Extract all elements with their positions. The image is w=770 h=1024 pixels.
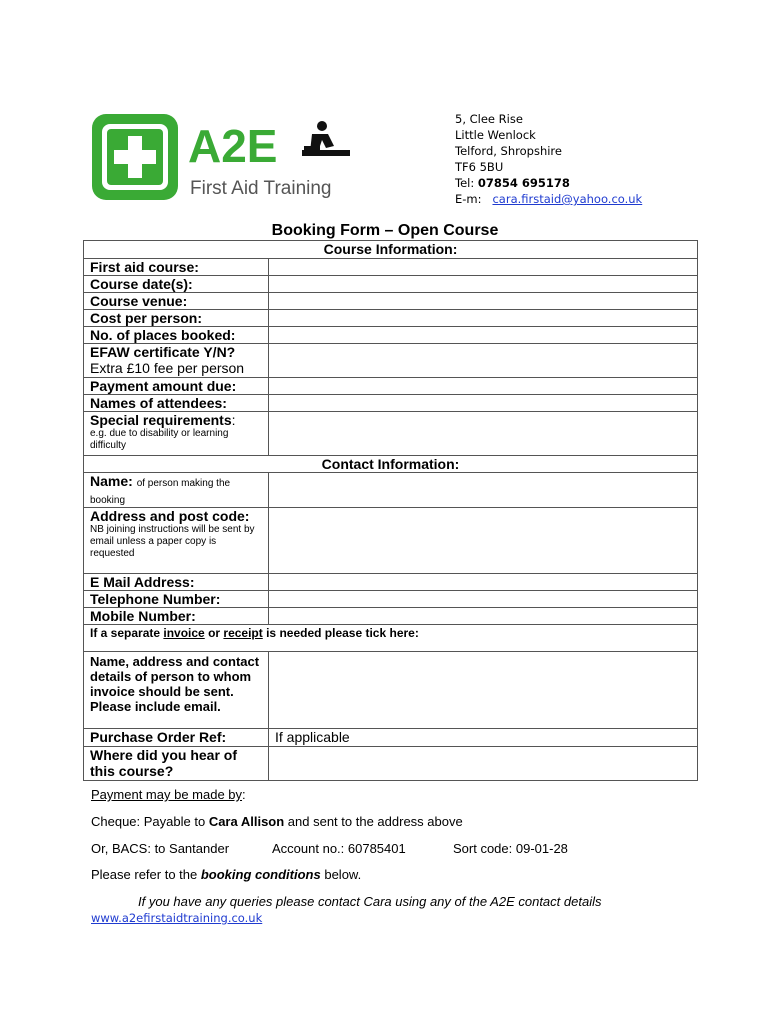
booking-conditions-link[interactable]: booking conditions [200, 867, 321, 882]
telephone-label: Telephone Number: [84, 591, 269, 608]
first-aid-course-label: First aid course: [84, 259, 269, 276]
logo-tagline: First Aid Training [190, 178, 332, 199]
address-field[interactable] [269, 508, 698, 574]
purchase-order-label: Purchase Order Ref: [84, 729, 269, 747]
special-requirements-label: Special requirements: e.g. due to disability or learning difficulty [84, 412, 269, 456]
course-dates-field[interactable] [269, 276, 698, 293]
hear-of-course-field[interactable] [269, 747, 698, 781]
website-link[interactable]: www.a2efirstaidtraining.co.uk [91, 911, 263, 925]
hear-of-course-label: Where did you hear of this course? [84, 747, 269, 781]
address-line-2: Little Wenlock [455, 128, 536, 142]
bacs-bank: Or, BACS: to Santander [91, 841, 230, 856]
invoice-receipt-tick[interactable]: If a separate invoice or receipt is needed please tick here: [84, 625, 698, 652]
mobile-field[interactable] [269, 608, 698, 625]
mobile-label: Mobile Number: [84, 608, 269, 625]
booking-form-table [83, 240, 698, 781]
email-label: E-m: [455, 192, 482, 206]
cost-per-person-label: Cost per person: [84, 310, 269, 327]
places-booked-label: No. of places booked: [84, 327, 269, 344]
logo-brand: A2E [188, 120, 278, 172]
email-address-label: E Mail Address: [84, 574, 269, 591]
a2e-logo [90, 112, 355, 202]
email-line [455, 191, 642, 207]
first-aid-course-field[interactable] [269, 259, 698, 276]
page-title: Booking Form – Open Course [271, 222, 499, 239]
contact-information-header: Contact Information: [84, 456, 698, 473]
payment-methods-heading: Payment may be made by: [91, 787, 246, 802]
email-link[interactable]: cara.firstaid@yahoo.co.uk [492, 192, 643, 206]
invoice-person-field[interactable] [269, 652, 698, 729]
places-booked-field[interactable] [269, 327, 698, 344]
cost-per-person-field[interactable] [269, 310, 698, 327]
payment-due-label: Payment amount due: [84, 378, 269, 395]
tel-number: 07854 695178 [477, 176, 570, 190]
first-aider-icon [302, 121, 350, 156]
name-field[interactable] [269, 473, 698, 508]
purchase-order-field[interactable]: If applicable [269, 729, 698, 747]
telephone-field[interactable] [269, 591, 698, 608]
attendees-label: Names of attendees: [84, 395, 269, 412]
course-venue-label: Course venue: [84, 293, 269, 310]
address-line-3: Telford, Shropshire [455, 144, 562, 158]
queries-note: If you have any queries please contact Cara using any of the A2E contact details [138, 894, 602, 909]
address-note: NB joining instructions will be sent by email unless a paper copy is requested [90, 524, 255, 559]
efaw-field[interactable] [269, 344, 698, 378]
email-address-field[interactable] [269, 574, 698, 591]
payment-due-field[interactable] [269, 378, 698, 395]
efaw-question: EFAW certificate Y/N? [90, 344, 236, 360]
efaw-extra-fee: Extra £10 fee per person [90, 360, 245, 376]
special-requirements-note: e.g. due to disability or learning difficulty [90, 428, 229, 451]
name-note: of person making the booking [90, 478, 231, 506]
telephone-line [455, 175, 642, 191]
special-requirements-title: Special requirements [90, 412, 232, 428]
special-requirements-field[interactable] [269, 412, 698, 456]
booking-conditions-line: Please refer to the booking conditions below. [91, 867, 362, 882]
tel-label: Tel: [455, 176, 475, 190]
attendees-field[interactable] [269, 395, 698, 412]
address-line-4: TF6 5BU [455, 160, 504, 174]
course-information-header: Course Information: [84, 241, 698, 259]
course-dates-label: Course date(s): [84, 276, 269, 293]
contact-address [455, 111, 642, 207]
payee-name: Cara Allison [208, 814, 285, 829]
name-label: Name: of person making the booking [84, 473, 269, 508]
address-line-1: 5, Clee Rise [455, 112, 523, 126]
bacs-account: Account no.: 60785401 [272, 841, 406, 856]
bacs-sort-code: Sort code: 09-01-28 [453, 841, 568, 856]
efaw-label [84, 344, 269, 378]
cheque-instructions: Cheque: Payable to Cara Allison and sent to the address above [91, 814, 463, 829]
address-label: Address and post code: NB joining instructions will be sent by email unless a paper copy is requested [84, 508, 269, 574]
course-venue-field[interactable] [269, 293, 698, 310]
invoice-person-label: Name, address and contact details of person to whom invoice should be sent. Please include email. [84, 652, 269, 729]
